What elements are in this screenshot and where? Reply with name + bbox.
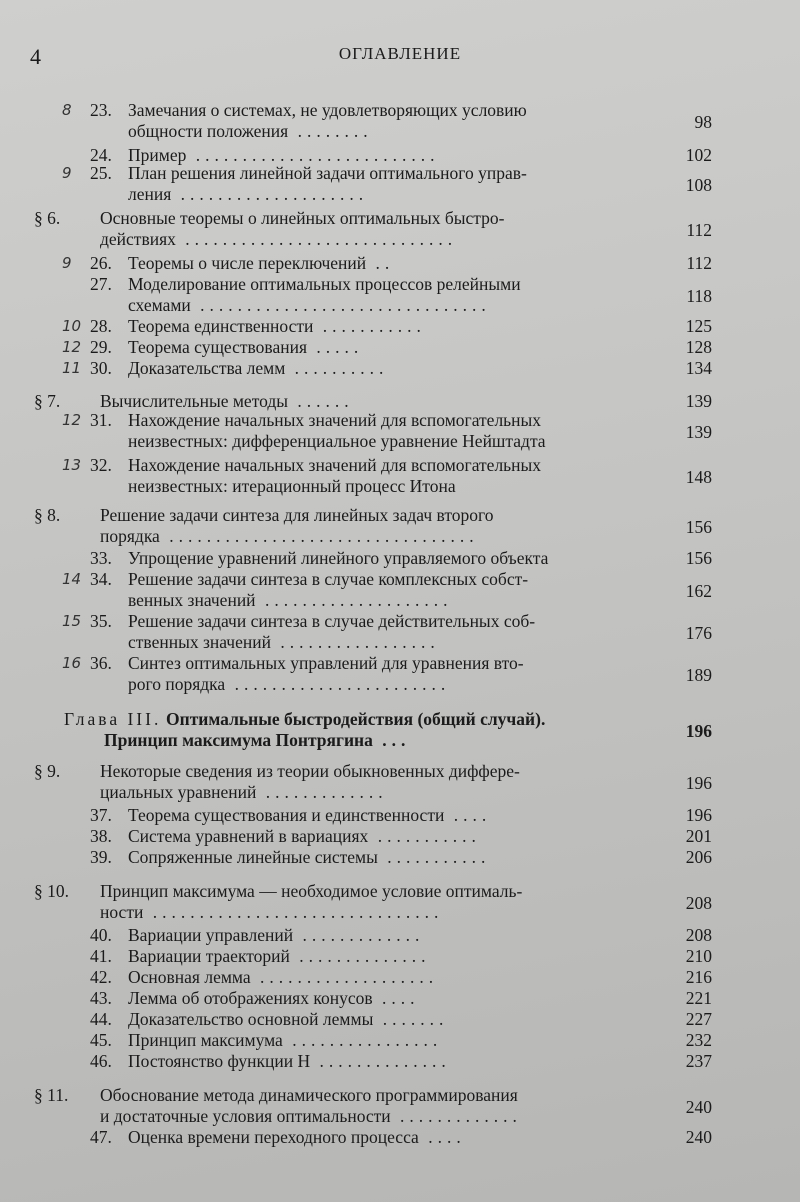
entry-title: Синтез оптимальных управлений для уравнения вто- [128,653,524,673]
handwritten-note: 9 [62,164,72,182]
dot-leader: .......................... [186,145,440,165]
entry-title-continued: неизвестных: дифференциальное уравнение Нейштадта [128,431,546,451]
entry-title: Решение задачи синтеза для линейных задач второго [100,505,494,525]
dot-leader: ........... [377,847,491,867]
dot-leader: ....................... [225,674,451,694]
page-reference: 216 [685,967,712,987]
entry-number: 46. [90,1051,112,1071]
entry-title: Решение задачи синтеза в случае комплексных собст- [128,569,529,589]
chapter-label: Глава III. [64,709,162,729]
entry-title-continued: Принцип максимума Понтрягина ... [104,730,411,750]
entry-title: Нахождение начальных значений для вспомогательных [128,410,542,430]
dot-leader: ............. [293,925,425,945]
dot-leader: ................................. [159,526,479,546]
entry-title-continued: рого порядка ....................... [128,674,451,694]
running-head: ОГЛАВЛЕНИЕ [338,44,462,63]
handwritten-note: 14 [62,570,82,588]
entry-number: 40. [90,925,112,945]
dot-leader: ...... [288,391,354,411]
entry-title-continued: циальных уравнений ............. [100,782,388,802]
entry-number: 32. [90,455,112,475]
entry-title-continued: неизвестных: итерационный процесс Итона [128,476,456,496]
entry-number: 39. [90,847,112,867]
entry-number: 28. [90,316,112,336]
page-reference: 118 [686,286,712,306]
entry-title: Вычислительные методы ...... [100,391,354,411]
entry-number: 26. [90,253,112,273]
entry-title: Теорема существования ..... [128,337,364,357]
entry-number: 38. [90,826,112,846]
page-reference: 227 [685,1009,712,1029]
dot-leader: ................. [270,632,440,652]
dot-leader: ... [372,730,411,750]
entry-number: 36. [90,653,112,673]
entry-number: 23. [90,100,112,120]
entry-number: 42. [90,967,112,987]
entry-number: 44. [90,1009,112,1029]
entry-title-continued: ления .................... [128,184,369,204]
entry-title: Оценка времени переходного процесса .... [128,1127,466,1147]
entry-number: 31. [90,410,112,430]
page-reference: 139 [685,391,712,411]
page-reference: 162 [685,581,712,601]
entry-title: Система уравнений в вариациях ........... [128,826,481,846]
entry-number: 29. [90,337,112,357]
page-reference: 98 [694,112,712,132]
entry-number: 41. [90,946,112,966]
entry-title: Замечания о системах, не удовлетворяющих условию [128,100,527,120]
entry-number: 45. [90,1030,112,1050]
handwritten-note: 16 [62,654,82,672]
section-number: § 10. [34,881,69,901]
section-number: § 11. [34,1085,69,1105]
entry-number: 30. [90,358,112,378]
entry-title: Вариации траекторий .............. [128,946,431,966]
entry-title-continued: действиях ............................. [100,229,458,249]
entry-title: Теорема существования и единственности .... [128,805,492,825]
dot-leader: .......... [285,358,389,378]
page-reference: 134 [685,358,712,378]
page-reference: 196 [685,773,712,793]
page-reference: 102 [685,145,712,165]
dot-leader: .... [418,1127,466,1147]
page-reference: 196 [685,805,712,825]
dot-leader: ........ [288,121,373,141]
entry-title-continued: схемами ............................... [128,295,491,315]
page-reference: 210 [685,946,712,966]
entry-title: Упрощение уравнений линейного управляемого объекта [128,548,549,568]
section-number: § 7. [34,391,61,411]
entry-title: Доказательство основной леммы ....... [128,1009,449,1029]
entry-title: Оптимальные быстродействия (общий случай). [166,709,546,729]
dot-leader: ................... [250,967,439,987]
entry-title: Основные теоремы о линейных оптимальных быстро- [100,208,505,228]
page-reference: 156 [685,517,712,537]
dot-leader: .................... [255,590,453,610]
entry-title: Теоремы о числе переключений .. [128,253,395,273]
dot-leader: .... [444,805,492,825]
handwritten-note: 15 [62,612,82,630]
entry-number: 37. [90,805,112,825]
entry-number: 25. [90,163,112,183]
page-reference: 125 [685,316,712,336]
entry-title-continued: и достаточные условия оптимальности ............. [100,1106,522,1126]
entry-title: Принцип максимума — необходимое условие оптималь- [100,881,523,901]
entry-title: Вариации управлений ............. [128,925,425,945]
page-reference: 139 [685,422,712,442]
entry-title: Доказательства лемм .......... [128,358,389,378]
page-reference: 112 [686,220,712,240]
entry-title: Принцип максимума ................ [128,1030,443,1050]
dot-leader: ............. [390,1106,522,1126]
entry-number: 27. [90,274,112,294]
entry-number: 33. [90,548,112,568]
entry-title-continued: порядка ................................. [100,526,479,546]
entry-title: Лемма об отображениях конусов .... [128,988,420,1008]
dot-leader: ............. [256,782,388,802]
entry-title: Нахождение начальных значений для вспомогательных [128,455,542,475]
page-number: 4 [30,44,41,69]
page-reference: 196 [685,721,712,741]
dot-leader: ........... [368,826,481,846]
section-number: § 9. [34,761,61,781]
entry-title: Решение задачи синтеза в случае действительных соб- [128,611,536,631]
entry-title: Моделирование оптимальных процессов релейными [128,274,521,294]
dot-leader: ....... [373,1009,449,1029]
entry-number: 43. [90,988,112,1008]
page-reference: 237 [685,1051,712,1071]
entry-title-continued: ственных значений ................. [128,632,440,652]
entry-title: Обоснование метода динамического программирования [100,1085,518,1105]
entry-number: 35. [90,611,112,631]
page-reference: 156 [685,548,712,568]
section-number: § 6. [34,208,61,228]
page-reference: 240 [685,1097,712,1117]
entry-title-continued: общности положения ........ [128,121,373,141]
entry-number: 47. [90,1127,112,1147]
page-reference: 232 [685,1030,712,1050]
page-reference: 208 [685,893,712,913]
page-reference: 176 [685,623,712,643]
handwritten-note: 13 [62,456,82,474]
dot-leader: ..... [307,337,364,357]
page-reference: 221 [685,988,712,1008]
dot-leader: ............................... [190,295,491,315]
entry-title: Сопряженные линейные системы ........... [128,847,491,867]
dot-leader: ........... [313,316,426,336]
section-number: § 8. [34,505,61,525]
handwritten-note: 9 [62,254,72,272]
page-reference: 206 [685,847,712,867]
page-reference: 189 [685,665,712,685]
page-reference: 201 [685,826,712,846]
entry-number: 24. [90,145,112,165]
entry-number: 34. [90,569,112,589]
page-reference: 128 [685,337,712,357]
dot-leader: .............. [310,1051,451,1071]
page-reference: 148 [685,467,712,487]
entry-title-continued: ности ............................... [100,902,444,922]
dot-leader: .................... [171,184,369,204]
dot-leader: .............. [289,946,431,966]
page-reference: 112 [686,253,712,273]
entry-title-continued: венных значений .................... [128,590,453,610]
entry-title: Некоторые сведения из теории обыкновенных диффере- [100,761,520,781]
dot-leader: .. [366,253,395,273]
entry-title: Теорема единственности ........... [128,316,426,336]
handwritten-note: 10 [62,317,82,335]
dot-leader: ............................. [175,229,458,249]
entry-title: План решения линейной задачи оптимального управ- [128,163,527,183]
dot-leader: .... [372,988,420,1008]
page-reference: 208 [685,925,712,945]
handwritten-note: 12 [62,411,82,429]
entry-title: Постоянство функции H .............. [128,1051,451,1071]
page-reference: 108 [685,175,712,195]
dot-leader: ................ [282,1030,443,1050]
entry-title: Основная лемма ................... [128,967,439,987]
handwritten-note: 12 [62,338,82,356]
handwritten-note: 11 [62,359,82,377]
dot-leader: ............................... [143,902,444,922]
entry-title: Пример .......................... [128,145,440,165]
handwritten-note: 8 [62,101,72,119]
page-reference: 240 [685,1127,712,1147]
